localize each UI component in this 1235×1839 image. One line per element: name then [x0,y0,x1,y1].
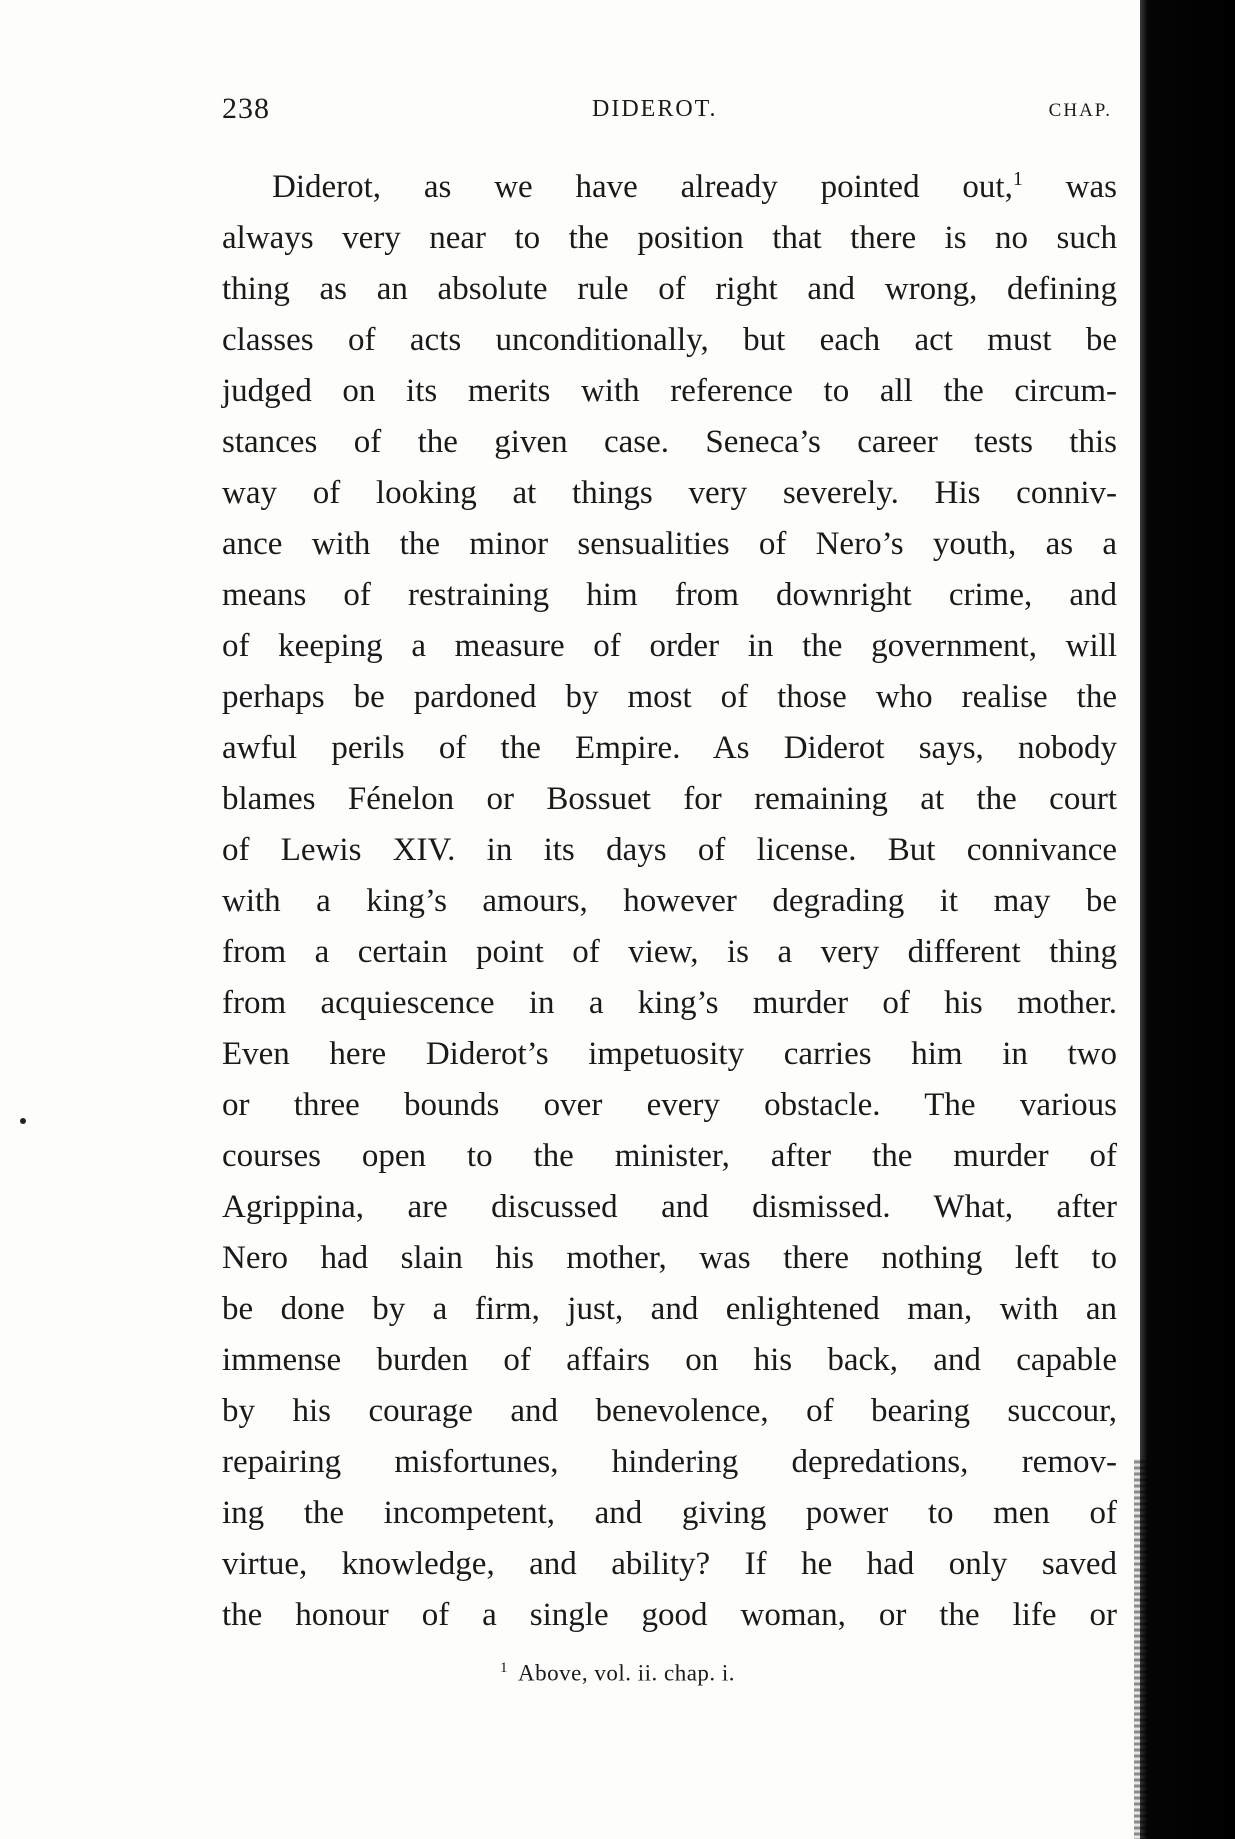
text-line: from a certain point of view, is a very different thing [222,934,1117,970]
running-title: DIDEROT. [592,96,718,122]
text-line: way of looking at things very severely. His conniv- [222,475,1117,511]
text-line: with a king’s amours, however degrading it may be [222,883,1117,919]
text-line: means of restraining him from downright crime, and [222,577,1117,613]
running-head [222,92,1112,132]
text-line: Diderot, as we have already pointed out,$^1$ was [272,168,1117,205]
text-line: of Lewis XIV. in its days of license. But connivance [222,832,1117,868]
footnote [500,1660,735,1687]
text-line: Agrippina, are discussed and dismissed. What, after [222,1189,1117,1225]
text-line: judged on its merits with reference to all the circum- [222,373,1117,409]
text-line: immense burden of affairs on his back, and capable [222,1342,1117,1378]
text-line: Even here Diderot’s impetuosity carries him in two [222,1036,1117,1072]
text-line: classes of acts unconditionally, but each act must be [222,322,1117,358]
text-line: or three bounds over every obstacle. The various [222,1087,1117,1123]
ink-speck [20,1118,26,1124]
footnote-mark: 1 [500,1660,508,1676]
text-line: courses open to the minister, after the murder of [222,1138,1117,1174]
footnote-reference: 1 [1012,168,1023,190]
text-line: by his courage and benevolence, of bearing succour, [222,1393,1117,1429]
text-line: perhaps be pardoned by most of those who realise the [222,679,1117,715]
text-line: from acquiescence in a king’s murder of his mother. [222,985,1117,1021]
text-line: the honour of a single good woman, or the life or [222,1597,1117,1633]
text-line: ance with the minor sensualities of Nero’s youth, as a [222,526,1117,562]
body-text [222,162,1117,1641]
text-line: always very near to the position that there is no such [222,220,1117,256]
text-line: stances of the given case. Seneca’s career tests this [222,424,1117,460]
text-line: thing as an absolute rule of right and wrong, defining [222,271,1117,307]
text-line: be done by a firm, just, and enlightened man, with an [222,1291,1117,1327]
text-line: ing the incompetent, and giving power to men of [222,1495,1117,1531]
text-line: awful perils of the Empire. As Diderot says, nobody [222,730,1117,766]
text-line: blames Fénelon or Bossuet for remaining at the court [222,781,1117,817]
text-line: repairing misfortunes, hindering depredations, remov- [222,1444,1117,1480]
chapter-label: CHAP. [1048,100,1112,121]
text-line: of keeping a measure of order in the government, will [222,628,1117,664]
text-line: virtue, knowledge, and ability? If he had only saved [222,1546,1117,1582]
footnote-text: Above, vol. ii. chap. i. [518,1660,736,1686]
text-line: Nero had slain his mother, was there nothing left to [222,1240,1117,1276]
page-edge-shadow [1140,0,1235,1839]
page-number: 238 [222,92,270,125]
